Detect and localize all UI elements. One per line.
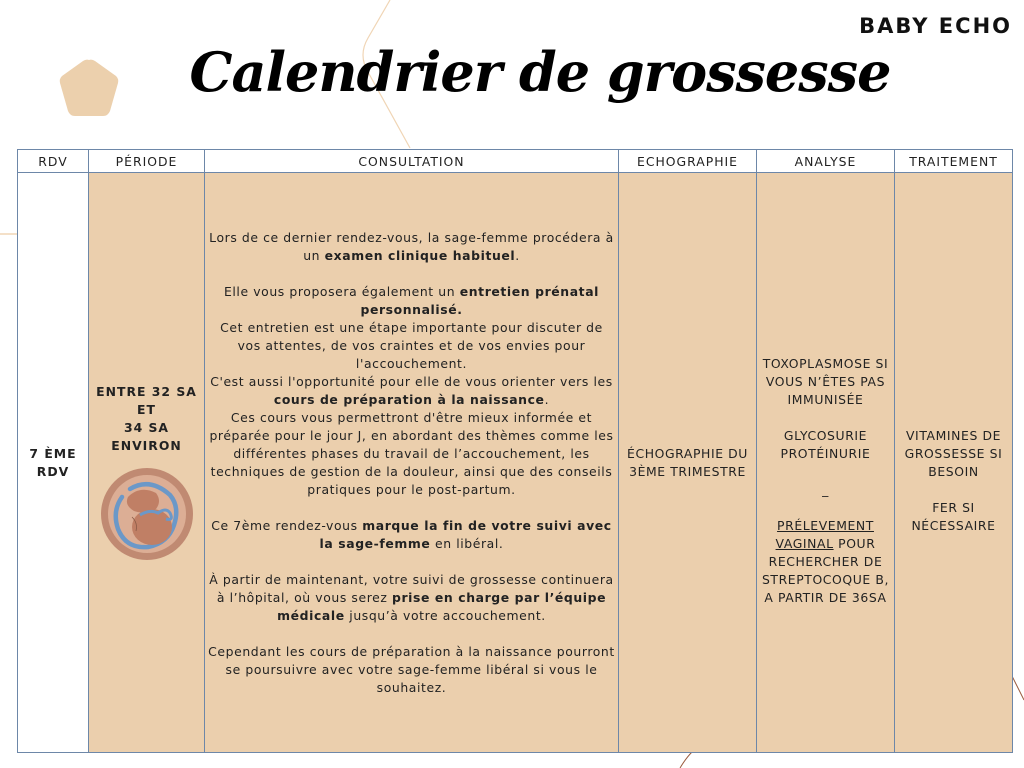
page-title: Calendrier de grossesse [189, 40, 891, 104]
pregnancy-calendar-table [17, 149, 1013, 753]
text: Ce 7ème rendez-vous [211, 517, 363, 533]
cell-echographie [619, 173, 757, 753]
periode-line-1: ENTRE 32 SA ET [96, 383, 197, 417]
text: À partir de maintenant, votre suivi de grossesse continuera à l’hôpital, où vous serez [209, 571, 614, 605]
analyse-glycosurie: GLYCOSURIE [783, 427, 868, 443]
consultation-paragraph [207, 571, 616, 625]
consultation-paragraph [207, 229, 616, 265]
brand-logo-text: BABY ECHO [859, 14, 1012, 38]
rdv-line-1: 7 ÈME [29, 445, 77, 461]
fetus-in-womb-icon [100, 467, 194, 561]
cell-traitement [895, 173, 1013, 753]
header-consultation: CONSULTATION [205, 150, 619, 173]
analyse-toxoplasmose: TOXOPLASMOSE SI VOUS N’ÊTES PAS IMMUNISÉE [762, 355, 889, 407]
header-analyse: ANALYSE [757, 150, 895, 173]
bold-text: examen clinique habituel [324, 247, 516, 263]
header-rdv: RDV [18, 150, 89, 173]
bold-text: cours de préparation à la naissance [273, 391, 545, 407]
consultation-paragraph: Cependant les cours de préparation à la naissance pourront se poursuivre avec votre sage-femme libéral si vous le souhaitez. [208, 643, 615, 695]
text: en libéral. [430, 535, 504, 551]
consultation-paragraph: Cet entretien est une étape importante pour discuter de vos attentes, de vos craintes et de vos envies pour l'accouchement. [220, 319, 603, 371]
cell-analyse [757, 173, 895, 753]
analyse-prelevement [759, 517, 892, 607]
analyse-separator: _ [822, 481, 829, 497]
table-row [18, 173, 1013, 753]
analyse-proteinurie: PROTÉINURIE [780, 445, 871, 461]
text: . [515, 247, 520, 263]
bold-text: marque la fin de votre suivi avec la sage-femme [319, 517, 612, 551]
table-header-row [18, 150, 1013, 173]
bold-text: entretien prénatal personnalisé. [360, 283, 600, 317]
echographie-line-2: 3ÈME TRIMESTRE [629, 463, 746, 479]
consultation-paragraph: Ces cours vous permettront d'être mieux informée et préparée pour le jour J, en abordant des thèmes comme les différentes phases du travail de l’accouchement, les techniques de gestion de la douleur, ainsi que des conseils pratiques pour le post-partum. [209, 409, 614, 497]
text: . [544, 391, 550, 407]
cell-consultation [205, 173, 619, 753]
periode-line-2: 34 SA ENVIRON [111, 419, 182, 453]
header-traitement: TRAITEMENT [895, 150, 1013, 173]
cell-periode [89, 173, 205, 753]
text: Lors de ce dernier rendez-vous, la sage-femme procédera à un [209, 229, 614, 263]
consultation-paragraph [207, 373, 616, 409]
cell-rdv [18, 173, 89, 753]
traitement-fer: FER SI NÉCESSAIRE [911, 499, 996, 533]
header-periode: PÉRIODE [89, 150, 205, 173]
consultation-paragraph [207, 517, 616, 553]
text: Elle vous proposera également un [223, 283, 460, 299]
traitement-vitamines: VITAMINES DE GROSSESSE SI BESOIN [904, 427, 1003, 479]
underlined-text: PRÉLEVEMENT VAGINAL [775, 517, 874, 551]
header-echographie: ECHOGRAPHIE [619, 150, 757, 173]
rdv-line-2: RDV [36, 463, 70, 479]
text: jusqu’à votre accouchement. [344, 607, 546, 623]
text: C'est aussi l'opportunité pour elle de vous orienter vers les [210, 373, 613, 389]
echographie-line-1: ÉCHOGRAPHIE DU [627, 445, 748, 461]
consultation-paragraph [207, 283, 616, 319]
bold-text: prise en charge par l’équipe médicale [277, 589, 607, 623]
text: POUR RECHERCHER DE STREPTOCOQUE B, A PARTIR DE 36SA [761, 535, 890, 605]
